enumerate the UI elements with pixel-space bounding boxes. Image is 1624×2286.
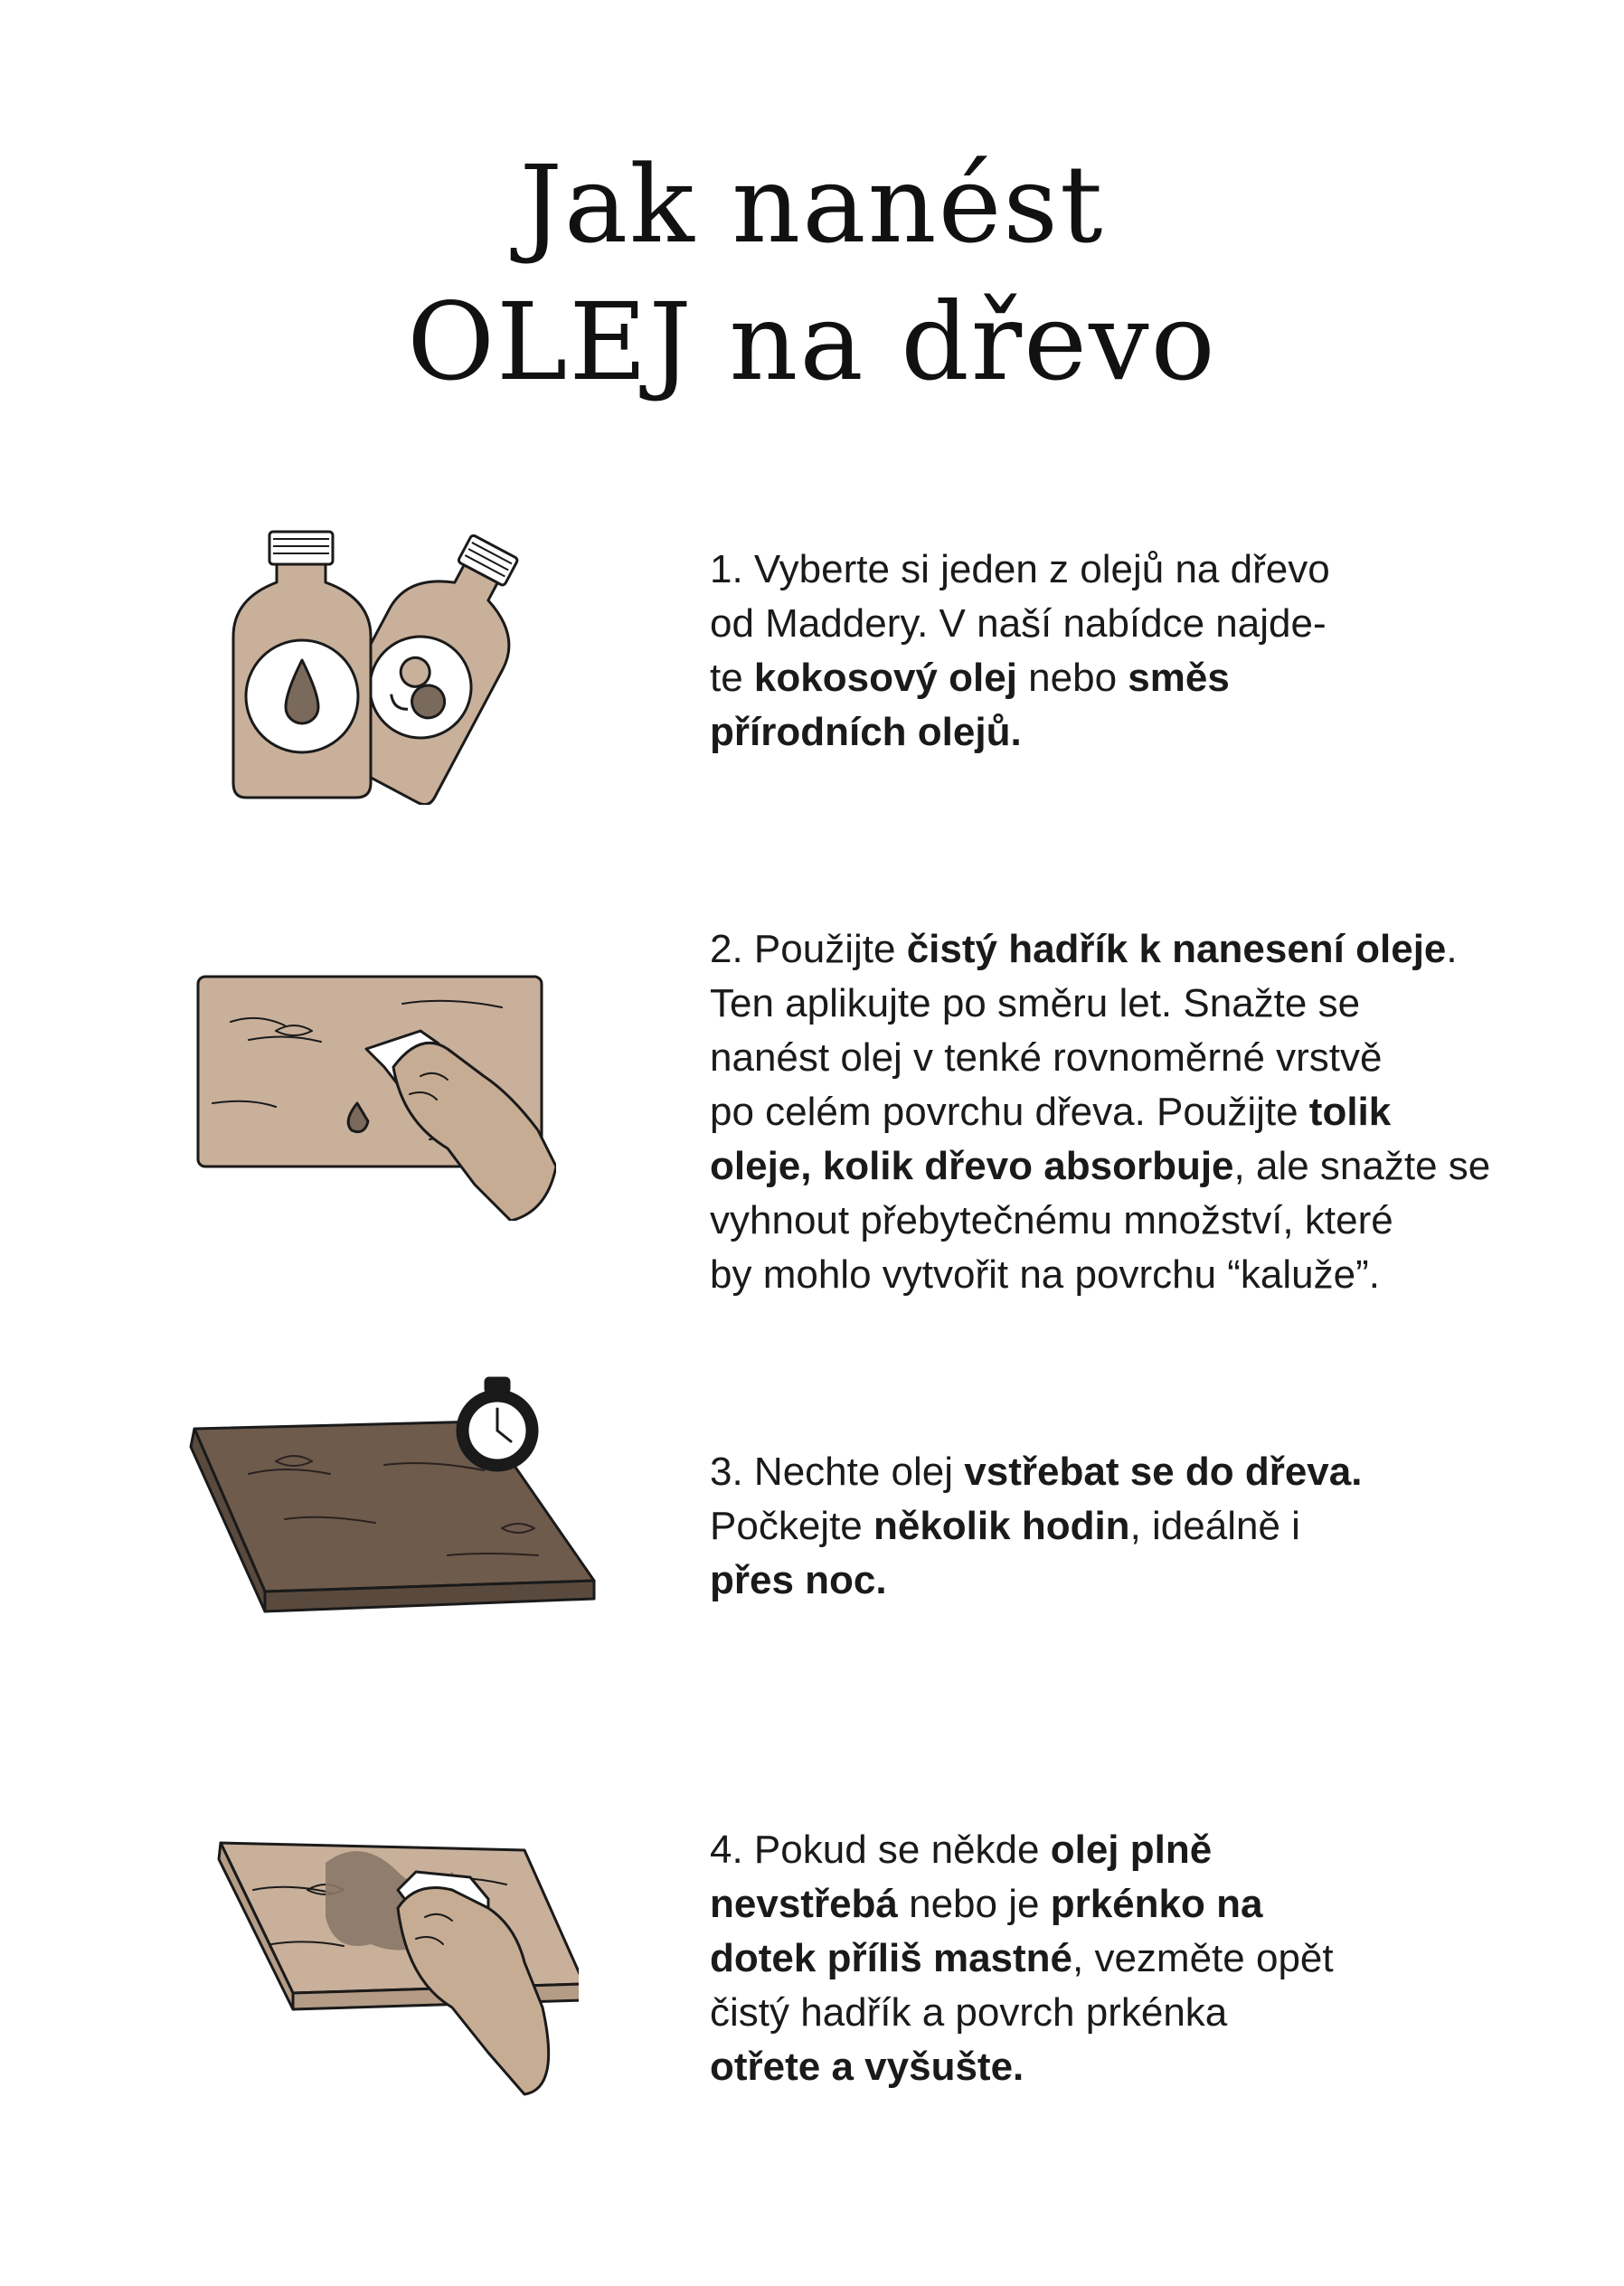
text-run: , ale snažte se: [1233, 1144, 1491, 1188]
step-4-text: [710, 1823, 1578, 2094]
step-2-line-5: [710, 1139, 1578, 1194]
step-1-line-3: [710, 651, 1578, 705]
step-1-text: [710, 543, 1578, 760]
text-run: 3. Nechte olej: [710, 1450, 965, 1494]
step-4-line-3: [710, 1932, 1578, 1986]
bold-text: oleje, kolik dřevo absorbuje: [710, 1144, 1234, 1188]
board-wiping-icon: [194, 968, 556, 1221]
step-4-line-2: [710, 1877, 1578, 1932]
title-line-1: Jak nanést: [519, 142, 1105, 267]
step-1-line-2: [710, 597, 1578, 651]
text-run: nebo: [1016, 656, 1128, 700]
text-run: nebo je: [897, 1882, 1051, 1926]
step-2-line-2: [710, 977, 1578, 1031]
text-run: 4. Pokud se někde: [710, 1828, 1051, 1872]
board-timer-icon: [185, 1374, 601, 1628]
step-2-line-1: [710, 922, 1578, 977]
bold-text: několik hodin: [873, 1504, 1130, 1548]
bold-text: přes noc.: [710, 1558, 887, 1602]
text-run: vyhnout přebytečnému množství, které: [710, 1198, 1393, 1242]
step-3-line-2: [710, 1499, 1578, 1554]
step-2-text: [710, 922, 1578, 1302]
step-3-line-1: [710, 1445, 1578, 1499]
bold-text: vstřebat se do dřeva.: [964, 1450, 1363, 1494]
text-run: 2. Použijte: [710, 927, 907, 971]
title-line-2: OLEJ na dřevo: [407, 279, 1217, 404]
text-run: , vezměte opět: [1072, 1936, 1334, 1980]
step-3-text: [710, 1445, 1578, 1608]
oil-bottles-icon: [226, 515, 552, 805]
step-1-line-1: [710, 543, 1578, 597]
text-run: po celém povrchu dřeva. Použijte: [710, 1090, 1309, 1134]
step-4-line-1: [710, 1823, 1578, 1877]
bold-text: otřete a vyšušte.: [710, 2045, 1024, 2089]
step-2-line-3: [710, 1031, 1578, 1085]
bold-text: nevstřebá: [710, 1882, 898, 1926]
text-run: Ten aplikujte po směru let. Snažte se: [710, 981, 1361, 1025]
text-run: od Maddery. V naší nabídce najde-: [710, 601, 1327, 646]
text-run: 1. Vyberte si jeden z olejů na dřevo: [710, 547, 1330, 591]
bold-text: prkénko na: [1050, 1882, 1263, 1926]
text-run: .: [1446, 927, 1458, 971]
text-run: čistý hadřík a povrch prkénka: [710, 1990, 1228, 2035]
bold-text: dotek příliš mastné: [710, 1936, 1073, 1980]
text-run: nanést olej v tenké rovnoměrné vrstvě: [710, 1035, 1383, 1080]
step-3-line-3: [710, 1554, 1578, 1608]
text-run: by mohlo vytvořit na povrchu “kaluže”.: [710, 1252, 1380, 1297]
page-title: [0, 136, 1624, 411]
bold-text: olej plně: [1050, 1828, 1213, 1872]
step-2-line-4: [710, 1085, 1578, 1139]
bold-text: tolik: [1308, 1090, 1392, 1134]
bold-text: směs: [1128, 656, 1230, 700]
bold-text: čistý hadřík k nanesení oleje: [906, 927, 1447, 971]
text-run: te: [710, 656, 754, 700]
step-4-line-4: [710, 1986, 1578, 2040]
step-2-line-7: [710, 1248, 1578, 1302]
step-2-line-6: [710, 1194, 1578, 1248]
bold-text: kokosový olej: [753, 656, 1017, 700]
text-run: Počkejte: [710, 1504, 873, 1548]
board-drying-icon: [217, 1827, 579, 2098]
step-4-line-5: [710, 2040, 1578, 2094]
step-1-line-4: [710, 705, 1578, 760]
bold-text: přírodních olejů.: [710, 710, 1022, 754]
text-run: , ideálně i: [1129, 1504, 1300, 1548]
